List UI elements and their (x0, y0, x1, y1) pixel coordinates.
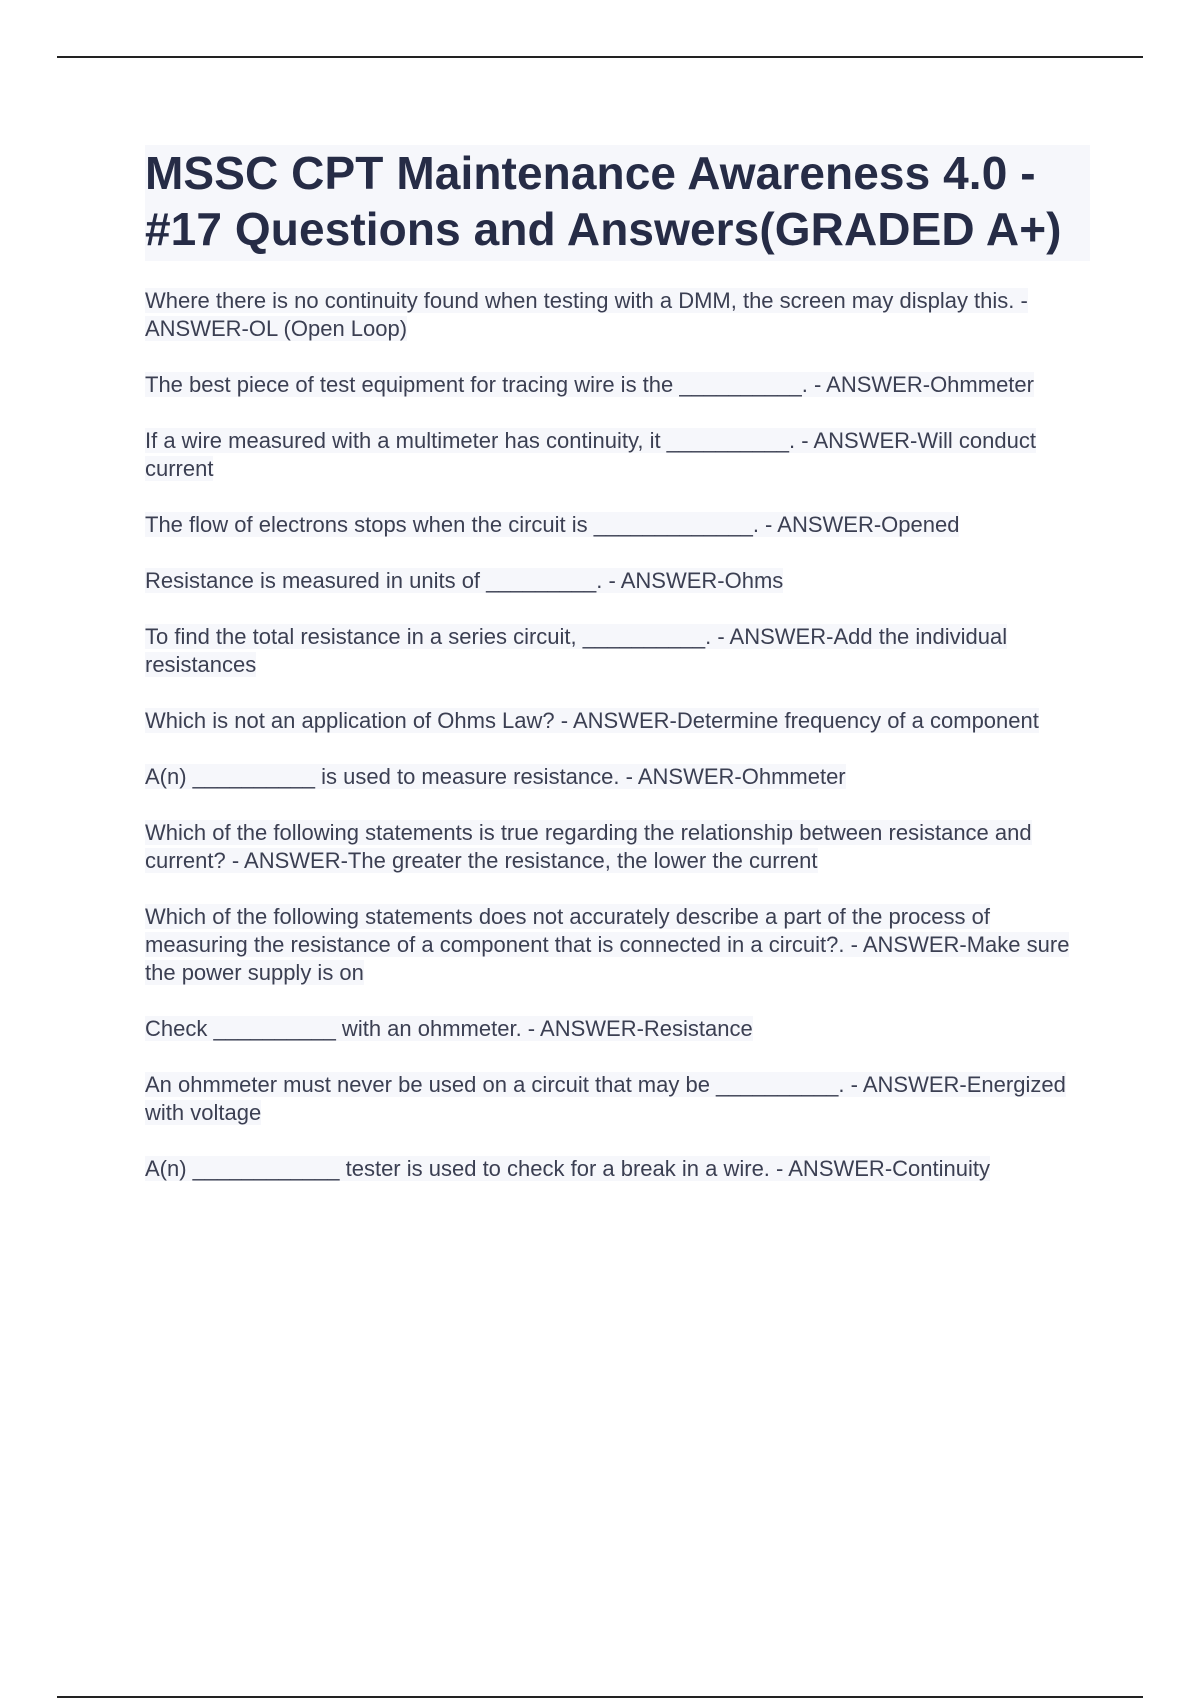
qa-item (145, 903, 1090, 987)
qa-text: Which is not an application of Ohms Law? - ANSWER-Determine frequency of a component (145, 708, 1039, 733)
top-divider (57, 56, 1143, 58)
qa-text: An ohmmeter must never be used on a circuit that may be __________. - ANSWER-Energized with voltage (145, 1072, 1066, 1125)
qa-text: Which of the following statements is true regarding the relationship between resistance and current? - ANSWER-The greater the resistance, the lower the current (145, 820, 1032, 873)
qa-text: To find the total resistance in a series circuit, __________. - ANSWER-Add the individual resistances (145, 624, 1008, 677)
qa-item (145, 1015, 1090, 1043)
qa-text: The best piece of test equipment for tracing wire is the __________. - ANSWER-Ohmmeter (145, 372, 1034, 397)
qa-item (145, 287, 1090, 343)
qa-item (145, 1071, 1090, 1127)
qa-text: Resistance is measured in units of _________. - ANSWER-Ohms (145, 568, 784, 593)
qa-text: If a wire measured with a multimeter has continuity, it __________. - ANSWER-Will conduct current (145, 428, 1036, 481)
qa-text: A(n) ____________ tester is used to check for a break in a wire. - ANSWER-Continuity (145, 1156, 990, 1181)
qa-text: The flow of electrons stops when the circuit is _____________. - ANSWER-Opened (145, 512, 960, 537)
bottom-divider (57, 1696, 1143, 1698)
qa-text: Which of the following statements does not accurately describe a part of the process of measuring the resistance of a component that is connected in a circuit?. - ANSWER-Make sure the power supply is on (145, 904, 1070, 985)
qa-item (145, 623, 1090, 679)
qa-item (145, 707, 1090, 735)
qa-item (145, 427, 1090, 483)
qa-item (145, 511, 1090, 539)
document-body (145, 145, 1090, 1211)
qa-text: A(n) __________ is used to measure resistance. - ANSWER-Ohmmeter (145, 764, 846, 789)
qa-text: Where there is no continuity found when testing with a DMM, the screen may display this. - ANSWER-OL (Open Loop) (145, 288, 1028, 341)
qa-item (145, 567, 1090, 595)
document-title: MSSC CPT Maintenance Awareness 4.0 - #17 Questions and Answers(GRADED A+) (145, 147, 1062, 255)
qa-item (145, 819, 1090, 875)
title-block (145, 145, 1090, 261)
qa-item (145, 371, 1090, 399)
qa-text: Check __________ with an ohmmeter. - ANSWER-Resistance (145, 1016, 753, 1041)
qa-item (145, 1155, 1090, 1183)
qa-item (145, 763, 1090, 791)
